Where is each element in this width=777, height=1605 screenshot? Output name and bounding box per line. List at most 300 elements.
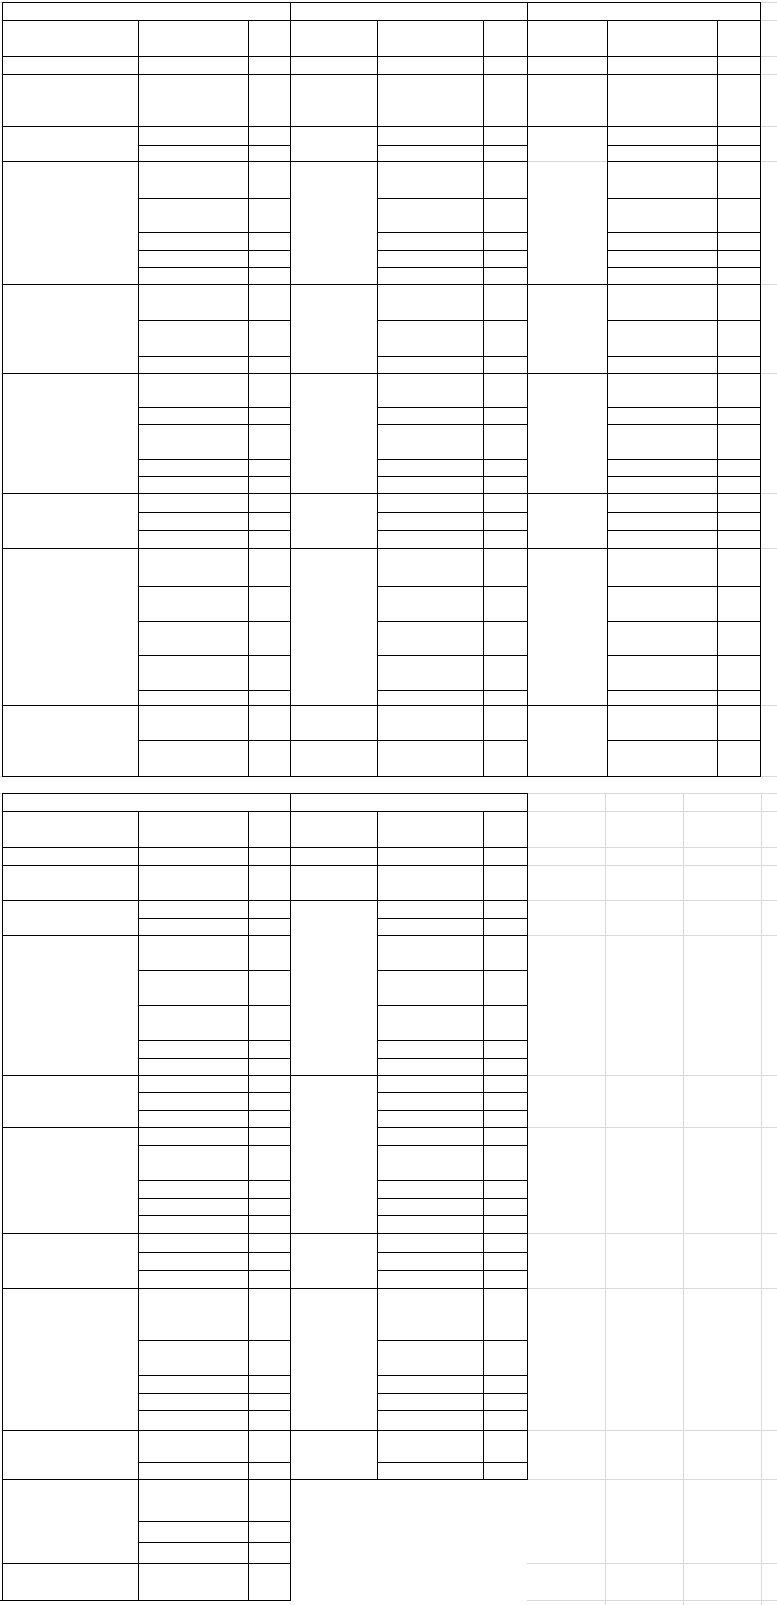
dish-name[interactable] xyxy=(3,285,138,373)
ingredient-name[interactable] xyxy=(378,1181,483,1198)
ingredient-weight[interactable] xyxy=(249,477,290,493)
grid-line xyxy=(138,1393,291,1394)
ingredient-name[interactable] xyxy=(139,971,248,1005)
grid-line xyxy=(138,1058,291,1059)
ingredient-weight[interactable] xyxy=(249,1480,290,1521)
grid-line xyxy=(377,476,528,477)
dish-name[interactable] xyxy=(291,706,377,740)
ingredient-name[interactable] xyxy=(378,1059,483,1075)
ingredient-weight[interactable] xyxy=(484,1289,527,1340)
ingredient-weight[interactable] xyxy=(249,706,290,740)
header-caiming[interactable] xyxy=(378,812,483,847)
ingredient-name[interactable] xyxy=(608,75,717,126)
ingredient-name[interactable] xyxy=(608,374,717,407)
ingredient-weight[interactable] xyxy=(484,57,527,74)
date-header[interactable] xyxy=(291,3,527,20)
ingredient-name[interactable] xyxy=(378,321,483,356)
ingredient-name[interactable] xyxy=(139,919,248,935)
ingredient-name[interactable] xyxy=(139,1376,248,1393)
grid-line xyxy=(138,1542,291,1543)
ingredient-weight[interactable] xyxy=(484,321,527,356)
ingredient-name[interactable] xyxy=(608,531,717,548)
ingredient-weight[interactable] xyxy=(249,587,290,621)
grid-line xyxy=(2,793,291,794)
ingredient-name[interactable] xyxy=(378,866,483,900)
ingredient-name[interactable] xyxy=(139,1111,248,1127)
ingredient-name[interactable] xyxy=(139,1271,248,1288)
ingredient-name[interactable] xyxy=(139,1234,248,1252)
ingredient-weight[interactable] xyxy=(249,251,290,267)
dish-name[interactable] xyxy=(3,374,138,493)
dish-name[interactable] xyxy=(291,741,377,776)
grid-line xyxy=(377,918,528,919)
ingredient-name[interactable] xyxy=(378,1253,483,1270)
dish-name[interactable] xyxy=(291,1234,377,1288)
grid-line xyxy=(2,793,3,1564)
gridline-faint xyxy=(527,865,777,866)
ingredient-name[interactable] xyxy=(608,285,717,320)
ingredient-weight[interactable] xyxy=(718,285,760,320)
grid-line xyxy=(377,1092,528,1093)
ingredient-weight[interactable] xyxy=(718,531,760,548)
ingredient-weight[interactable] xyxy=(249,656,290,690)
grid-line xyxy=(290,793,528,794)
dish-name[interactable] xyxy=(291,57,377,74)
dish-name[interactable] xyxy=(3,848,138,865)
ingredient-weight[interactable] xyxy=(249,425,290,459)
ingredient-weight[interactable] xyxy=(484,374,527,407)
dish-name[interactable] xyxy=(528,374,607,493)
ingredient-name[interactable] xyxy=(139,162,248,198)
ingredient-name[interactable] xyxy=(139,848,248,865)
header-kezhong[interactable] xyxy=(718,21,760,56)
ingredient-name[interactable] xyxy=(608,494,717,512)
dish-name[interactable] xyxy=(3,549,138,705)
header-caiming[interactable] xyxy=(608,21,717,56)
ingredient-name[interactable] xyxy=(139,1480,248,1521)
header-caiming[interactable] xyxy=(378,21,483,56)
ingredient-weight[interactable] xyxy=(718,494,760,512)
ingredient-weight[interactable] xyxy=(718,146,760,198)
grid-line xyxy=(377,198,528,199)
ingredient-name[interactable] xyxy=(378,848,483,865)
ingredient-name[interactable] xyxy=(139,706,248,740)
header-pinming[interactable] xyxy=(291,21,377,56)
ingredient-weight[interactable] xyxy=(249,866,290,900)
ingredient-weight[interactable] xyxy=(249,1128,290,1145)
grid-line xyxy=(607,655,761,656)
grid-line xyxy=(2,1563,3,1601)
grid-line xyxy=(248,20,249,777)
dish-name[interactable] xyxy=(528,706,607,776)
ingredient-name[interactable] xyxy=(378,971,483,1005)
ingredient-name[interactable] xyxy=(139,494,248,512)
dish-name[interactable] xyxy=(291,1289,377,1430)
dish-name[interactable] xyxy=(3,706,138,776)
grid-line xyxy=(607,740,761,741)
grid-line xyxy=(607,198,761,199)
ingredient-weight[interactable] xyxy=(249,919,290,935)
ingredient-name[interactable] xyxy=(378,513,483,530)
ingredient-weight[interactable] xyxy=(249,531,290,548)
gridline-faint xyxy=(527,935,777,936)
grid-line xyxy=(138,811,139,1564)
ingredient-name[interactable] xyxy=(378,549,483,586)
ingredient-weight[interactable] xyxy=(484,587,527,621)
grid-line xyxy=(290,2,528,3)
ingredient-weight[interactable] xyxy=(249,1431,290,1462)
ingredient-name[interactable] xyxy=(139,1006,248,1040)
ingredient-name[interactable] xyxy=(378,460,483,476)
grid-line xyxy=(2,2,3,777)
ingredient-weight[interactable] xyxy=(484,741,527,776)
grid-line xyxy=(290,2,291,777)
ingredient-weight[interactable] xyxy=(484,357,527,373)
grid-line xyxy=(607,20,608,777)
grid-line xyxy=(248,811,249,1564)
dish-name[interactable] xyxy=(528,494,607,548)
grid-line xyxy=(483,811,484,1480)
gridline-faint xyxy=(683,793,684,1605)
ingredient-weight[interactable] xyxy=(484,513,527,530)
ingredient-name[interactable] xyxy=(378,531,483,548)
ingredient-name[interactable] xyxy=(378,706,483,740)
ingredient-weight[interactable] xyxy=(718,549,760,586)
ingredient-name[interactable] xyxy=(608,146,717,198)
date-header[interactable] xyxy=(3,3,290,20)
gridline-faint xyxy=(527,1233,777,1234)
ingredient-name[interactable] xyxy=(139,1181,248,1198)
ingredient-name[interactable] xyxy=(139,1289,248,1340)
dish-name[interactable] xyxy=(3,162,138,284)
ingredient-weight[interactable] xyxy=(249,285,290,320)
ingredient-weight[interactable] xyxy=(249,162,290,198)
grid-line xyxy=(377,1462,528,1463)
ingredient-weight[interactable] xyxy=(249,1253,290,1270)
ingredient-name[interactable] xyxy=(139,268,248,284)
header-kezhong[interactable] xyxy=(484,21,527,56)
dish-name[interactable] xyxy=(291,1431,377,1479)
ingredient-weight[interactable] xyxy=(249,549,290,586)
header-kezhong[interactable] xyxy=(484,812,527,847)
grid-line xyxy=(377,1110,528,1111)
header-caiming[interactable] xyxy=(139,812,248,847)
ingredient-name[interactable] xyxy=(378,587,483,621)
dish-name[interactable] xyxy=(291,75,377,126)
ingredient-name[interactable] xyxy=(139,1146,248,1180)
dish-name[interactable] xyxy=(3,901,138,935)
ingredient-name[interactable] xyxy=(139,866,248,900)
ingredient-name[interactable] xyxy=(378,374,483,407)
gridline-faint xyxy=(527,1127,777,1128)
ingredient-weight[interactable] xyxy=(484,1146,527,1180)
ingredient-name[interactable] xyxy=(139,656,248,690)
ingredient-weight[interactable] xyxy=(249,321,290,356)
ingredient-name[interactable] xyxy=(139,622,248,655)
dish-name[interactable] xyxy=(291,848,377,865)
ingredient-weight[interactable] xyxy=(249,1341,290,1375)
ingredient-weight[interactable] xyxy=(484,1199,527,1215)
ingredient-name[interactable] xyxy=(378,408,483,424)
dish-name[interactable] xyxy=(3,1234,138,1288)
ingredient-weight[interactable] xyxy=(249,1376,290,1393)
dish-name[interactable] xyxy=(291,494,377,548)
grid-line xyxy=(377,145,528,146)
ingredient-weight[interactable] xyxy=(718,408,760,424)
ingredient-weight[interactable] xyxy=(484,408,527,424)
dish-name[interactable] xyxy=(528,285,607,373)
ingredient-name[interactable] xyxy=(139,1522,248,1542)
ingredient-name[interactable] xyxy=(139,146,248,161)
dish-name[interactable] xyxy=(3,1076,138,1127)
ingredient-weight[interactable] xyxy=(249,199,290,232)
ingredient-weight[interactable] xyxy=(718,75,760,126)
gridline-faint xyxy=(527,900,777,901)
ingredient-weight[interactable] xyxy=(484,1271,527,1288)
ingredient-weight[interactable] xyxy=(249,971,290,1005)
ingredient-weight[interactable] xyxy=(484,75,527,126)
grid-line xyxy=(377,232,528,233)
ingredient-name[interactable] xyxy=(378,75,483,126)
gridline-faint xyxy=(761,793,762,1605)
ingredient-weight[interactable] xyxy=(484,936,527,970)
ingredient-weight[interactable] xyxy=(484,162,527,198)
header-pinming[interactable] xyxy=(291,812,377,847)
grid-line xyxy=(607,232,761,233)
ingredient-name[interactable] xyxy=(378,425,483,459)
grid-line xyxy=(138,1410,291,1411)
header-pinming[interactable] xyxy=(3,812,138,847)
ingredient-name[interactable] xyxy=(608,706,717,740)
dish-name[interactable] xyxy=(291,866,377,900)
ingredient-name[interactable] xyxy=(608,408,717,424)
ingredient-weight[interactable] xyxy=(484,866,527,900)
ingredient-name[interactable] xyxy=(608,549,717,586)
gridline-faint xyxy=(527,1600,777,1601)
grid-line xyxy=(377,267,528,268)
ingredient-name[interactable] xyxy=(378,1271,483,1288)
ingredient-name[interactable] xyxy=(378,741,483,776)
ingredient-name[interactable] xyxy=(378,622,483,655)
ingredient-weight[interactable] xyxy=(484,1234,527,1252)
ingredient-name[interactable] xyxy=(378,1234,483,1252)
ingredient-weight[interactable] xyxy=(249,1181,290,1198)
dish-name[interactable] xyxy=(291,285,377,373)
ingredient-weight[interactable] xyxy=(484,622,527,655)
ingredient-weight[interactable] xyxy=(249,1093,290,1110)
ingredient-weight[interactable] xyxy=(484,1041,527,1058)
ingredient-weight[interactable] xyxy=(249,513,290,530)
ingredient-name[interactable] xyxy=(139,1253,248,1270)
ingredient-weight[interactable] xyxy=(484,1181,527,1198)
ingredient-name[interactable] xyxy=(139,285,248,320)
dish-name[interactable] xyxy=(528,127,607,284)
ingredient-weight[interactable] xyxy=(249,1522,290,1542)
ingredient-weight[interactable] xyxy=(484,706,527,740)
ingredient-name[interactable] xyxy=(608,587,717,655)
grid-line xyxy=(138,690,291,691)
ingredient-name[interactable] xyxy=(139,1341,248,1375)
ingredient-name[interactable] xyxy=(378,162,483,198)
header-caiming[interactable] xyxy=(139,21,248,56)
ingredient-name[interactable] xyxy=(139,1128,248,1145)
ingredient-name[interactable] xyxy=(139,477,248,493)
ingredient-weight[interactable] xyxy=(718,57,760,74)
ingredient-weight[interactable] xyxy=(484,971,527,1005)
ingredient-name[interactable] xyxy=(378,494,483,512)
ingredient-weight[interactable] xyxy=(484,460,527,476)
grid-line xyxy=(377,1127,528,1128)
ingredient-name[interactable] xyxy=(139,460,248,476)
ingredient-weight[interactable] xyxy=(249,848,290,865)
ingredient-name[interactable] xyxy=(139,531,248,548)
ingredient-weight[interactable] xyxy=(718,706,760,740)
ingredient-name[interactable] xyxy=(378,1431,483,1462)
grid-line xyxy=(607,476,761,477)
ingredient-weight[interactable] xyxy=(249,1234,290,1252)
ingredient-weight[interactable] xyxy=(249,494,290,512)
dish-name[interactable] xyxy=(3,75,138,126)
dish-name[interactable] xyxy=(3,1128,138,1233)
ingredient-name[interactable] xyxy=(378,127,483,145)
dish-name[interactable] xyxy=(3,1289,138,1430)
ingredient-name[interactable] xyxy=(139,127,248,145)
ingredient-weight[interactable] xyxy=(249,1111,290,1127)
grid-line xyxy=(377,1393,528,1394)
ingredient-weight[interactable] xyxy=(249,936,290,970)
dish-name[interactable] xyxy=(291,1076,377,1233)
ingredient-name[interactable] xyxy=(139,75,248,126)
grid-line xyxy=(2,2,291,3)
ingredient-weight[interactable] xyxy=(249,1146,290,1180)
ingredient-weight[interactable] xyxy=(484,1006,527,1040)
ingredient-name[interactable] xyxy=(139,408,248,424)
ingredient-name[interactable] xyxy=(139,321,248,356)
dish-name[interactable] xyxy=(3,127,138,161)
dish-name[interactable] xyxy=(528,549,607,705)
ingredient-weight[interactable] xyxy=(249,1271,290,1288)
ingredient-name[interactable] xyxy=(139,1093,248,1110)
ingredient-weight[interactable] xyxy=(484,531,527,548)
ingredient-name[interactable] xyxy=(378,1146,483,1180)
ingredient-name[interactable] xyxy=(378,357,483,373)
ingredient-weight[interactable] xyxy=(249,1006,290,1040)
ingredient-name[interactable] xyxy=(139,251,248,267)
ingredient-name[interactable] xyxy=(139,1431,248,1462)
ingredient-name[interactable] xyxy=(378,1199,483,1215)
ingredient-weight[interactable] xyxy=(249,1289,290,1340)
ingredient-weight[interactable] xyxy=(484,425,527,459)
header-kezhong[interactable] xyxy=(249,812,290,847)
ingredient-name[interactable] xyxy=(378,936,483,970)
ingredient-weight[interactable] xyxy=(718,513,760,530)
dish-name[interactable] xyxy=(528,57,607,74)
grid-line xyxy=(527,776,761,777)
dish-name[interactable] xyxy=(291,549,377,705)
ingredient-name[interactable] xyxy=(139,374,248,407)
ingredient-name[interactable] xyxy=(608,57,717,74)
ingredient-weight[interactable] xyxy=(484,1253,527,1270)
grid-line xyxy=(607,459,761,460)
ingredient-weight[interactable] xyxy=(249,374,290,407)
ingredient-weight[interactable] xyxy=(249,233,290,250)
grid-line xyxy=(138,1198,291,1199)
ingredient-weight[interactable] xyxy=(484,848,527,865)
ingredient-name[interactable] xyxy=(378,57,483,74)
ingredient-name[interactable] xyxy=(378,1289,483,1340)
ingredient-name[interactable] xyxy=(139,199,248,232)
date-header[interactable] xyxy=(291,794,527,811)
ingredient-weight[interactable] xyxy=(718,587,760,655)
dish-name[interactable] xyxy=(291,127,377,161)
date-header[interactable] xyxy=(3,794,290,811)
grid-line xyxy=(527,2,528,777)
header-pinming[interactable] xyxy=(528,21,607,56)
grid-line xyxy=(607,320,761,321)
ingredient-name[interactable] xyxy=(139,57,248,74)
dish-name[interactable] xyxy=(3,936,138,1075)
ingredient-name[interactable] xyxy=(139,513,248,530)
ingredient-weight[interactable] xyxy=(484,549,527,586)
header-pinming[interactable] xyxy=(3,21,138,56)
dish-name[interactable] xyxy=(3,494,138,548)
ingredient-weight[interactable] xyxy=(249,75,290,126)
ingredient-name[interactable] xyxy=(139,587,248,621)
ingredient-name[interactable] xyxy=(378,285,483,320)
header-kezhong[interactable] xyxy=(249,21,290,56)
dish-name[interactable] xyxy=(3,1480,138,1563)
ingredient-weight[interactable] xyxy=(249,408,290,424)
grid-line xyxy=(377,20,378,777)
ingredient-weight[interactable] xyxy=(249,57,290,74)
dish-name[interactable] xyxy=(3,866,138,900)
ingredient-name[interactable] xyxy=(139,936,248,970)
grid-line xyxy=(290,776,528,777)
ingredient-name[interactable] xyxy=(378,1041,483,1058)
ingredient-weight[interactable] xyxy=(484,494,527,512)
date-header[interactable] xyxy=(528,3,760,20)
dish-name[interactable] xyxy=(291,901,377,1075)
ingredient-name[interactable] xyxy=(139,549,248,586)
grid-line xyxy=(377,1410,528,1411)
dish-name[interactable] xyxy=(3,57,138,74)
grid-line xyxy=(607,424,761,425)
ingredient-weight[interactable] xyxy=(249,268,290,284)
ingredient-name[interactable] xyxy=(139,425,248,459)
ingredient-name[interactable] xyxy=(139,1076,248,1092)
dish-name[interactable] xyxy=(528,75,607,126)
grid-line xyxy=(377,1215,528,1216)
dish-name[interactable] xyxy=(291,162,377,284)
ingredient-weight[interactable] xyxy=(484,1059,527,1075)
ingredient-weight[interactable] xyxy=(249,460,290,476)
ingredient-name[interactable] xyxy=(378,1006,483,1040)
ingredient-weight[interactable] xyxy=(249,127,290,145)
ingredient-weight[interactable] xyxy=(249,146,290,161)
grid-line xyxy=(483,20,484,777)
ingredient-weight[interactable] xyxy=(484,285,527,320)
ingredient-name[interactable] xyxy=(139,233,248,250)
dish-name[interactable] xyxy=(291,374,377,493)
gridline-faint xyxy=(527,1430,777,1431)
ingredient-weight[interactable] xyxy=(718,374,760,407)
ingredient-weight[interactable] xyxy=(249,1076,290,1092)
dish-name[interactable] xyxy=(3,1431,138,1479)
ingredient-weight[interactable] xyxy=(484,1431,527,1462)
ingredient-weight[interactable] xyxy=(484,127,527,145)
ingredient-weight[interactable] xyxy=(249,622,290,655)
ingredient-name[interactable] xyxy=(608,513,717,530)
